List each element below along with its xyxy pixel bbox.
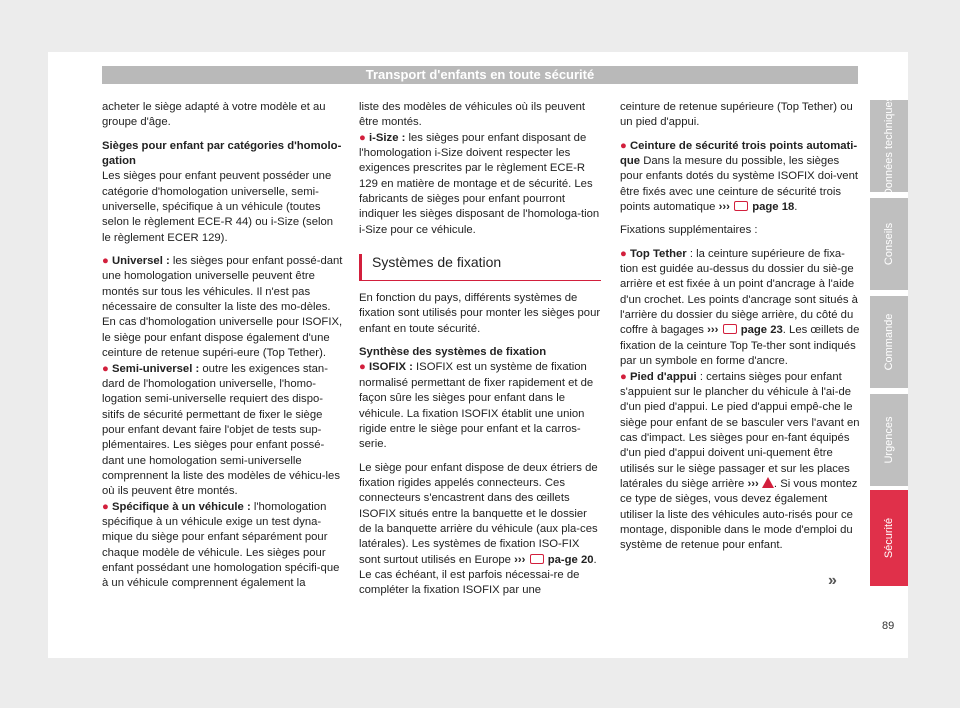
arrows-icon: ››› bbox=[514, 553, 526, 566]
paragraph: Les sièges pour enfant peuvent posséder une catégorie d'homologation universelle, semi-universelle, spécifique à un véhicule (toutes selon le règlement ECE-R 44) ou i-Size (selon le règlement ECER 129). bbox=[102, 170, 334, 244]
definition: les sièges pour enfant possé-dant une homologation universelle peuvent être montés sur tous les véhicules. Il n'est pas nécessaire de consulter la liste des mo-dèles. En cas d'homologation universelle pour ISOFIX, le siège pour enfant dispose également d'une ceinture de retenue supéri-eure (Top Tether). bbox=[102, 255, 343, 360]
term: Universel : bbox=[111, 255, 170, 268]
tab-securite[interactable]: Sécurité bbox=[870, 490, 908, 586]
list-item: ● Ceinture de sécurité trois points automati-que Dans la mesure du possible, les sièges pour enfants dotés du système ISOFIX doi-vent être fixés avec une ceinture de sécurité trois points automatique ››› page 18. bbox=[620, 139, 858, 214]
page-number: 89 bbox=[882, 620, 895, 632]
term: Semi-universel : bbox=[111, 362, 200, 375]
book-icon bbox=[734, 201, 748, 211]
column-3 bbox=[620, 100, 862, 554]
definition: Dans la mesure du possible, les sièges pour enfants dotés du système ISOFIX doi-vent être fixés avec une ceinture de sécurité trois points automatique bbox=[620, 155, 858, 214]
bullet-icon: ● bbox=[620, 247, 627, 260]
bullet-icon: ● bbox=[359, 361, 366, 374]
paragraph: Le siège pour enfant dispose de deux étriers de fixation rigides appelés connecteurs. Ces connecteurs s'encastrent dans des œillets ISOFIX situés entre la banquette et le dossier de la banquette arrière du véhicule (aux pla-ces latérales). Les systèmes de fixation ISO-FIX sont surtout utilisés en Europe ››› pa-ge 20. Le cas échéant, il est parfois nécessai-re de compléter la fixation ISOFIX par une bbox=[359, 461, 598, 597]
page-reference-link[interactable]: page 18 bbox=[752, 201, 795, 214]
warning-icon bbox=[762, 477, 774, 488]
subheading: Sièges pour enfant par catégories d'homolo-gation bbox=[102, 139, 342, 168]
definition: ISOFIX est un système de fixation normalisé permettant de fixer rapidement et de façon sûre les sièges pour enfant dans le véhicule. La fixation ISOFIX établit une union rigide entre le siège pour enfant et la carros-serie. bbox=[359, 361, 594, 451]
subheading: Synthèse des systèmes de fixation bbox=[359, 346, 547, 359]
tab-urgences[interactable]: Urgences bbox=[870, 394, 908, 486]
bullet-icon: ● bbox=[620, 370, 627, 383]
list-item bbox=[102, 500, 344, 592]
book-icon bbox=[530, 554, 544, 564]
continue-icon: » bbox=[828, 572, 837, 589]
page-header: Transport d'enfants en toute sécurité bbox=[102, 66, 858, 84]
list-item bbox=[102, 362, 344, 500]
list-item bbox=[359, 131, 601, 238]
arrows-icon: ››› bbox=[747, 477, 759, 490]
term: Ceinture de sécurité trois points automati-que bbox=[620, 139, 858, 168]
bullet-icon: ● bbox=[102, 362, 109, 375]
paragraph: Fixations supplémentaires : bbox=[620, 224, 758, 237]
list-item bbox=[102, 254, 344, 361]
arrows-icon: ››› bbox=[707, 324, 719, 337]
arrows-icon: ››› bbox=[718, 201, 730, 214]
paragraph: acheter le siège adapté à votre modèle et au groupe d'âge. bbox=[102, 101, 326, 129]
section-heading: Systèmes de fixation bbox=[359, 254, 601, 281]
bullet-icon: ● bbox=[102, 255, 109, 268]
term: Spécifique à un véhicule : bbox=[111, 500, 251, 513]
paragraph: ceinture de retenue supérieure (Top Tether) ou un pied d'appui. bbox=[620, 101, 853, 129]
bullet-icon: ● bbox=[102, 500, 109, 513]
list-item bbox=[359, 360, 601, 452]
list-item: ● Pied d'appui : certains sièges pour enfant s'appuient sur le plancher du véhicule à l'ai-de d'un pied d'appui. Le pied d'appui empê-che le siège pour enfant de se basculer vers l'avant en cas d'impact. Les sièges pour en-fant équipés d'un pied d'appui doivent uni-quement être utilisés sur le siège passager et sur les places latérales du siège arrière ››› . Si vous montez ce type de sièges, vous devez également utiliser la liste des véhicules auto-risés pour ce montage, disponible dans le mode d'emploi du système de retenue pour enfant. bbox=[620, 370, 860, 552]
tab-donnees-techniques[interactable]: Données techniques bbox=[870, 100, 908, 192]
tab-conseils[interactable]: Conseils bbox=[870, 198, 908, 290]
definition: l'homologation spécifique à un véhicule exige un test dyna-mique du siège pour enfant séparément pour chaque modèle de véhicule. Les sièges pour enfant possédant une homologation spécifi-que à un véhicule comprennent également la bbox=[102, 500, 340, 590]
bullet-icon: ● bbox=[359, 131, 366, 144]
term: ISOFIX : bbox=[368, 361, 413, 374]
column-1 bbox=[102, 100, 344, 592]
page-reference-link[interactable]: page 23 bbox=[740, 324, 783, 337]
term: Top Tether bbox=[629, 247, 687, 260]
list-item: ● Top Tether : la ceinture supérieure de fixa-tion est guidée au-dessus du dossier du siè-ge arrière et est fixée à un point d'ancrage à l'aide d'un crochet. Les points d'ancrage sont situés à l'arrière du dossier du siège arrière, du côté du coffre à bagages ››› page 23. Les œillets de fixation de la ceinture Top Te-ther sont indiqués par un symbole en forme d'ancre. bbox=[620, 247, 860, 368]
paragraph: En fonction du pays, différents systèmes de fixation sont utilisés pour monter les sièges pour enfant en toute sécurité. bbox=[359, 292, 601, 335]
book-icon bbox=[723, 324, 737, 334]
definition: : certains sièges pour enfant s'appuient sur le plancher du véhicule à l'ai-de d'un pied d'appui. Le pied d'appui empê-che le siège pour enfant de se basculer vers l'avant en cas d'impact. Les sièges pour en-fant équipés d'un pied d'appui doivent uni-quement être utilisés sur le siège passager et sur les places latérales du siège arrière bbox=[620, 370, 860, 490]
term: Pied d'appui bbox=[629, 370, 697, 383]
paragraph: liste des modèles de véhicules où ils peuvent être montés. bbox=[359, 101, 586, 129]
column-2 bbox=[359, 100, 601, 607]
page-reference-link[interactable]: pa-ge 20 bbox=[547, 553, 594, 566]
bullet-icon: ● bbox=[620, 139, 627, 152]
definition: : la ceinture supérieure de fixa-tion est guidée au-dessus du dossier du siè-ge arrière et est fixée à un point d'ancrage à l'aide d'un crochet. Les points d'ancrage sont situés à l'arrière du dossier du siège arrière, du côté du coffre à bagages bbox=[620, 247, 858, 337]
tab-commande[interactable]: Commande bbox=[870, 296, 908, 388]
definition: les sièges pour enfant disposant de l'homologation i-Size doivent respecter les exigences prescrites par le règlement ECE-R 129 en matière de montage et de sécurité. Les fabricants de sièges pour enfant pourront indiquer les sièges disposant de l'homologa-tion i-Size pour ce véhicule. bbox=[359, 131, 600, 236]
definition: outre les exigences stan-dard de l'homologation universelle, l'homo-logation semi-universelle requiert des dispo-sitifs de sécurité permettant de fixer le siège pour enfant devant faire l'objet de tests sup-plémentaires. Les sièges pour enfant possé-dant une homologation semi-universelle comprennent la liste des modèles de véhicu-les où ils peuvent être montés. bbox=[102, 362, 340, 498]
term: i-Size : bbox=[368, 131, 406, 144]
